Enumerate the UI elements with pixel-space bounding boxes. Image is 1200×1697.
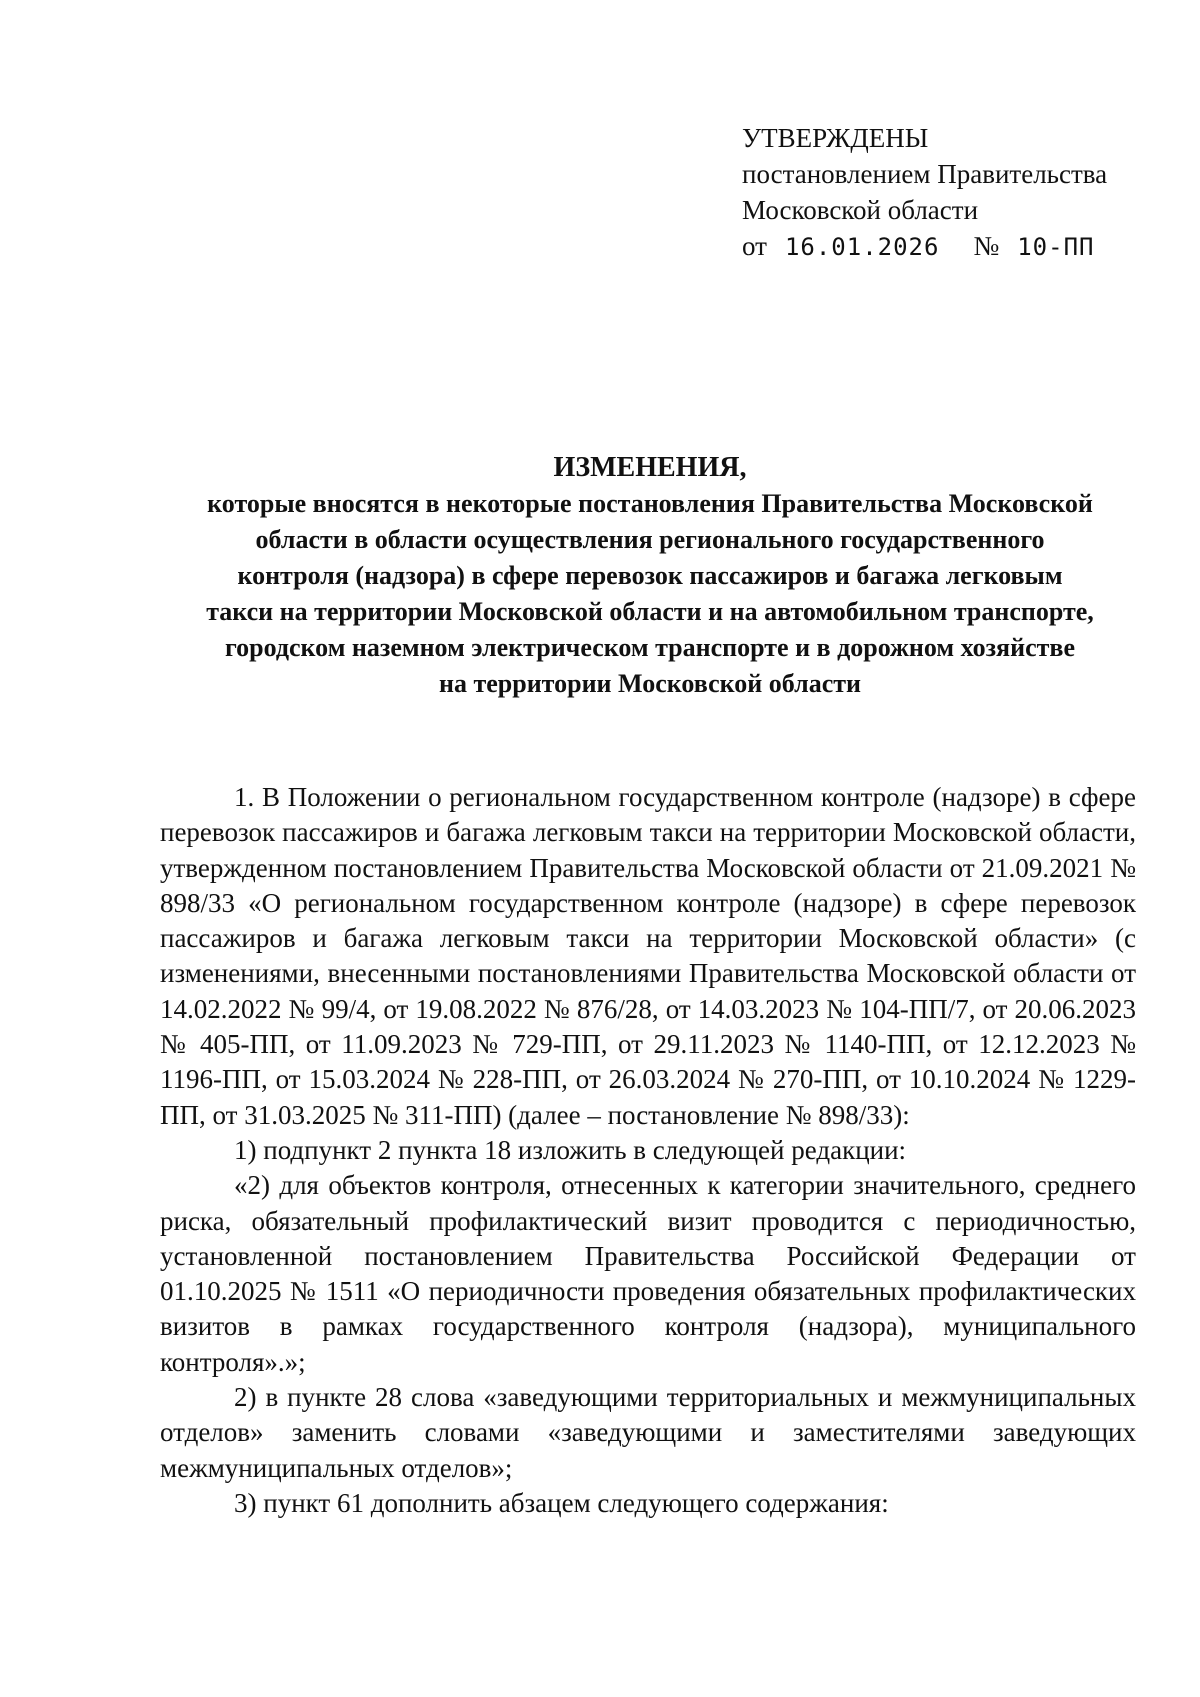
document-subtitle-line-2: области в области осуществления регионального государственного bbox=[255, 525, 1045, 554]
paragraph-4: 2) в пункте 28 слова «заведующими территориальных и межмуниципальных отделов» заменить словами «заведующими и заместителями заведующих межмуниципальных отделов»; bbox=[160, 1382, 1136, 1483]
paragraph-5: 3) пункт 61 дополнить абзацем следующего содержания: bbox=[234, 1487, 889, 1518]
document-title: ИЗМЕНЕНИЯ, bbox=[553, 452, 747, 483]
paragraph-3: «2) для объектов контроля, отнесенных к категории значительного, среднего риска, обязательный профилактический визит проводится с периодичностью, установленной постановлением Правительства Российской Федерации от 01.10.2025 № 1511 «О периодичности проведения обязательных профилактических визитов в рамках государственного контроля (надзора), муниципального контроля».»; bbox=[160, 1170, 1136, 1377]
document-heading bbox=[130, 450, 1170, 702]
paragraph-1: 1. В Положении о региональном государственном контроле (надзоре) в сфере перевозок пассажиров и багажа легковым такси на территории Московской области, утвержденном постановлением Правительства Московской области от 21.09.2021 № 898/33 «О региональном государственном контроле (надзоре) в сфере перевозок пассажиров и багажа легковым такси на территории Московской области» (с изменениями, внесенными постановлениями Правительства Московской области от 14.02.2022 № 99/4, от 19.08.2022 № 876/28, от 14.03.2023 № 104-ПП/7, от 20.06.2023 № 405-ПП, от 11.09.2023 № 729-ПП, от 29.11.2023 № 1140-ПП, от 12.12.2023 № 1196-ПП, от 15.03.2024 № 228-ПП, от 26.03.2024 № 270-ПП, от 10.10.2024 № 1229-ПП, от 31.03.2025 № 311-ПП) (далее – постановление № 898/33): bbox=[160, 782, 1136, 1130]
document-subtitle-line-3: контроля (надзора) в сфере перевозок пассажиров и багажа легковым bbox=[237, 561, 1063, 590]
date-prefix: от bbox=[742, 231, 767, 261]
approval-region-line: Московской области bbox=[742, 195, 979, 225]
document-body bbox=[160, 780, 1136, 1521]
approval-number: 10-ПП bbox=[1017, 233, 1095, 261]
approval-date: 16.01.2026 bbox=[784, 233, 940, 261]
document-subtitle-line-4: такси на территории Московской области и на автомобильном транспорте, bbox=[206, 597, 1094, 626]
paragraph-2: 1) подпункт 2 пункта 18 изложить в следующей редакции: bbox=[234, 1134, 907, 1165]
approval-block bbox=[742, 120, 1107, 265]
number-sign: № bbox=[973, 231, 1000, 261]
approval-title: УТВЕРЖДЕНЫ bbox=[742, 123, 929, 153]
document-subtitle-line-1: которые вносятся в некоторые постановления Правительства Московской bbox=[207, 489, 1093, 518]
approval-issuer-line: постановлением Правительства bbox=[742, 159, 1108, 189]
document-subtitle-line-6: на территории Московской области bbox=[438, 669, 862, 698]
document-subtitle-line-5: городском наземном электрическом транспорте и в дорожном хозяйстве bbox=[224, 633, 1075, 662]
approval-date-line bbox=[742, 228, 1107, 265]
